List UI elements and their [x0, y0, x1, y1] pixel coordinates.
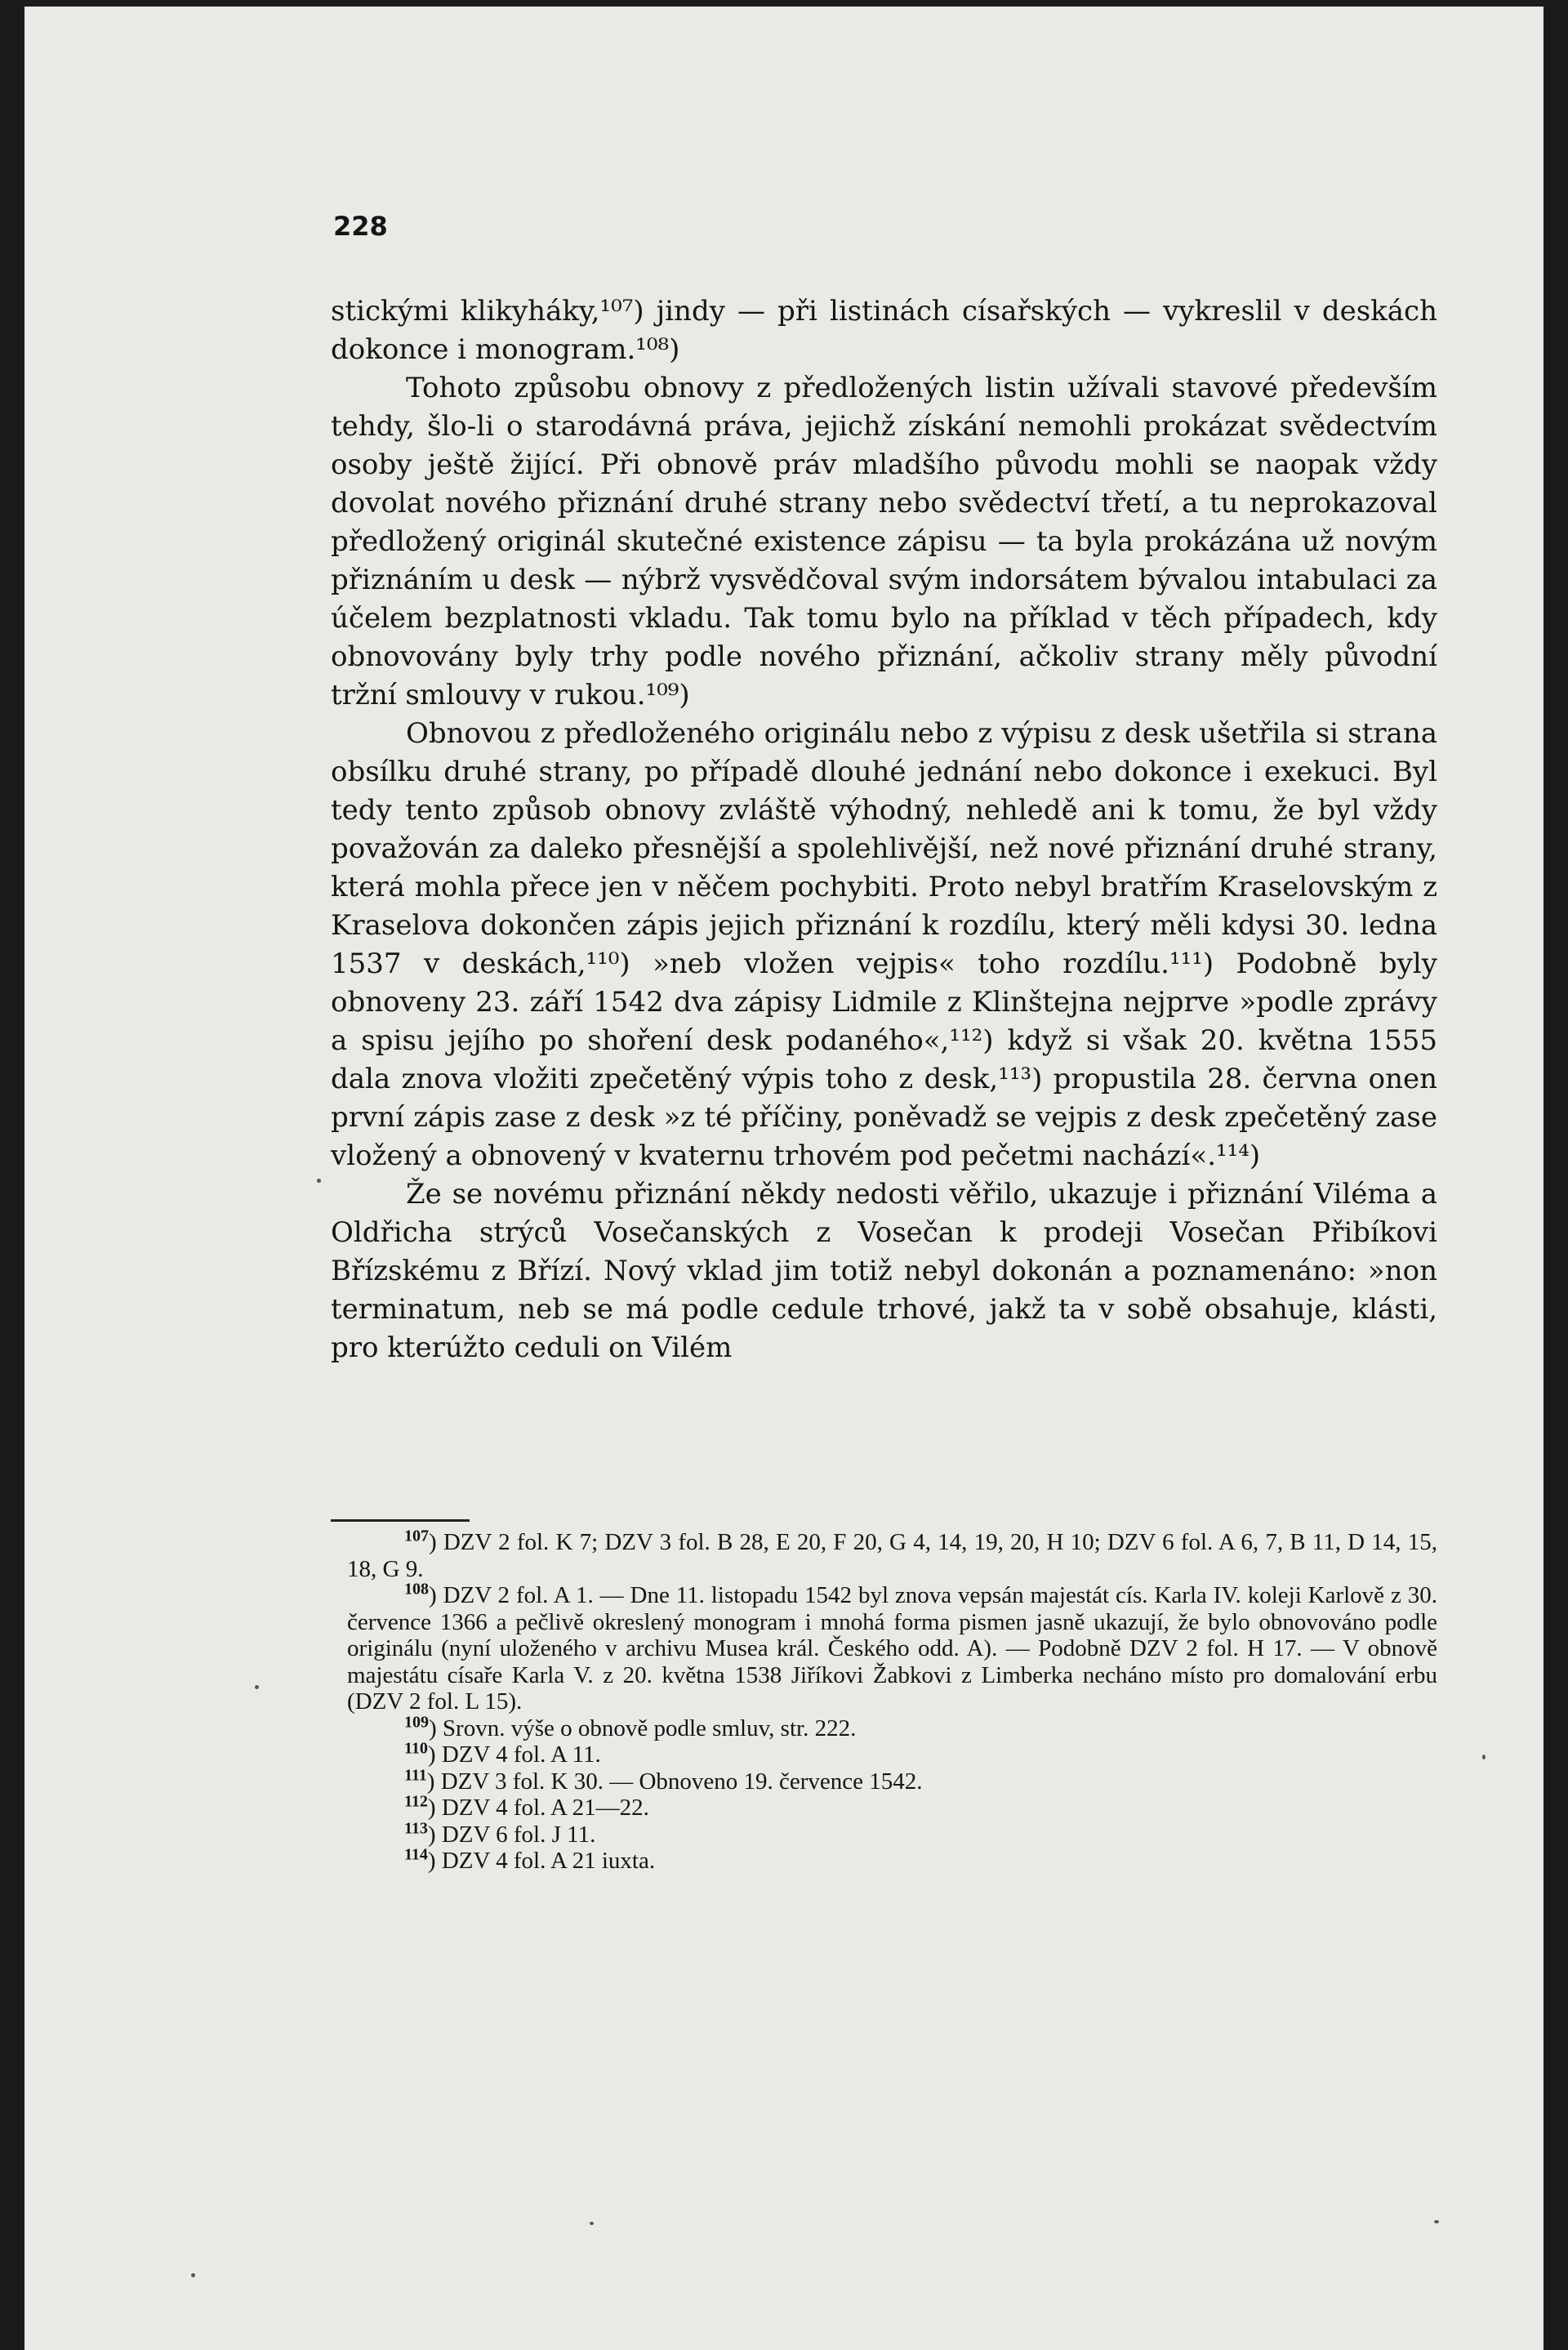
footnote-111: $^{111}$) DZV 3 fol. K 30. — Obnoveno 19. července 1542. [404, 1765, 923, 1795]
paragraph-1: stickými klikyháky,¹⁰⁷) jindy — při listinách císařských — vykreslil v deskách dokonce i monogram.¹⁰⁸) [331, 295, 1437, 366]
footnote-text: DZV 6 fol. J 11. [441, 1821, 596, 1848]
footnote-divider [331, 1519, 470, 1522]
footnote-108: $^{108}$) DZV 2 fol. A 1. — Dne 11. listopadu 1542 byl znova vepsán majestát cís. Karla IV. koleji Karlově z 30. července 1366 a pečlivě okreslený monogram i mnohá forma pismen jasně ukazují, že bylo obnovováno podle originálu (nyní uloženého v archivu Musea král. Českého odd. A). — Podobně DZV 2 fol. H 17. — V obnově majestátu císaře Karla V. z 20. května 1538 Jiříkovi Žabkovi z Limberka necháno místo pro domalování erbu (DZV 2 fol. L 15). [347, 1580, 1437, 1715]
scan-speck [1482, 1755, 1486, 1759]
footnote-text: DZV 2 fol. K 7; DZV 3 fol. B 28, E 20, F 20, G 4, 14, 19, 20, H 10; DZV 6 fol. A 6, 7, B 11, D 14, 15, 18, G 9. [347, 1529, 1437, 1582]
footnote-109: $^{109}$) Srovn. výše o obnově podle smluv, str. 222. [404, 1712, 857, 1741]
paragraph-2: Tohoto způsobu obnovy z předložených listin užívali stavové především tehdy, šlo-li o starodávná práva, jejichž získání nemohli prokázat svědectvím osoby ještě žijící. Při obnově práv mladšího původu mohli se naopak vždy dovolat nového přiznání druhé strany nebo svědectví třetí, a tu neprokazoval předložený originál skutečné existence zápisu — ta byla prokázána už novým přiznáním u desk — nýbrž vysvědčoval svým indorsátem bývalou intabulaci za účelem bezplatnosti vkladu. Tak tomu bylo na příklad v těch případech, kdy obnovovány byly trhy podle nového přiznání, ačkoliv strany měly původní tržní smlouvy v rukou.¹⁰⁹) [331, 372, 1437, 711]
footnote-number: 108 [404, 1580, 429, 1599]
scan-speck [317, 1179, 321, 1183]
paragraph-4: Že se novému přiznání někdy nedosti věřilo, ukazuje i přiznání Viléma a Oldřicha strýců Vosečanských z Vosečan k prodeji Vosečan Přibíkovi Břízskému z Břízí. Nový vklad jim totiž nebyl dokonán a poznamenáno: »non terminatum, neb se má podle cedule trhové, jakž ta v sobě obsahuje, klásti, pro kterúžto ceduli on Vilém [331, 1178, 1437, 1364]
paragraph-3: Obnovou z předloženého originálu nebo z výpisu z desk ušetřila si strana obsílku druhé strany, po případě dlouhé jednání nebo dokonce i exekuci. Byl tedy tento způsob obnovy zvláště výhodný, nehledě ani k tomu, že byl vždy považován za daleko přesnější a spolehlivější, než nové přiznání druhé strany, která mohla přece jen v něčem pochybiti. Proto nebyl bratřím Kraselovským z Kraselova dokončen zápis jejich přiznání k rozdílu, který měli kdysi 30. ledna 1537 v deskách,¹¹⁰) »neb vložen vejpis« toho rozdílu.¹¹¹) Podobně byly obnoveny 23. září 1542 dva zápisy Lidmile z Klinštejna nejprve »podle zprávy a spisu jejího po shoření desk podaného«,¹¹²) když si však 20. května 1555 dala znova vložiti zpečetěný výpis toho z desk,¹¹³) propustila 28. června onen první zápis zase z desk »z té příčiny, poněvadž se vejpis z desk zpečetěný zase vložený a obnovený v kvaternu trhovém pod pečetmi nachází«.¹¹⁴) [331, 717, 1437, 1172]
footnote-number: 110 [404, 1739, 428, 1758]
footnote-text: Srovn. výše o obnově podle smluv, str. 222. [442, 1715, 857, 1741]
main-text [331, 292, 1437, 1367]
footnote-number: 107 [404, 1527, 429, 1545]
footnote-107: $^{107}$) DZV 2 fol. K 7; DZV 3 fol. B 28, E 20, F 20, G 4, 14, 19, 20, H 10; DZV 6 fol. A 6, 7, B 11, D 14, 15, 18, G 9. [347, 1527, 1437, 1582]
page-number: 228 [333, 211, 388, 242]
footnote-number: 113 [404, 1818, 428, 1837]
scan-speck [590, 2222, 594, 2225]
footnote-text: DZV 4 fol. A 11. [441, 1741, 601, 1768]
footnote-number: 114 [404, 1845, 428, 1864]
footnote-112: $^{112}$) DZV 4 fol. A 21—22. [404, 1792, 649, 1821]
footnote-number: 111 [404, 1765, 427, 1784]
footnote-text: DZV 4 fol. A 21—22. [441, 1795, 649, 1821]
scan-speck [191, 2273, 195, 2277]
footnote-text: DZV 4 fol. A 21 iuxta. [441, 1848, 656, 1874]
footnote-text: DZV 3 fol. K 30. — Obnoveno 19. července 1542. [440, 1768, 923, 1795]
footnote-number: 112 [404, 1792, 428, 1811]
scan-speck [1434, 2220, 1439, 2223]
footnote-number: 109 [404, 1712, 429, 1731]
footnotes [347, 1529, 1437, 1875]
footnote-110: $^{110}$) DZV 4 fol. A 11. [404, 1739, 601, 1768]
scan-speck [255, 1685, 259, 1689]
footnote-114: $^{114}$) DZV 4 fol. A 21 iuxta. [404, 1845, 656, 1874]
footnote-113: $^{113}$) DZV 6 fol. J 11. [404, 1818, 596, 1848]
footnote-text: DZV 2 fol. A 1. — Dne 11. listopadu 1542 byl znova vepsán majestát cís. Karla IV. koleji Karlově z 30. července 1366 a pečlivě okreslený monogram i mnohá forma pismen jasně ukazují, že bylo obnovováno podle originálu (nyní uloženého v archivu Musea král. Českého odd. A). — Podobně DZV 2 fol. H 17. — V obnově majestátu císaře Karla V. z 20. května 1538 Jiříkovi Žabkovi z Limberka necháno místo pro domalování erbu (DZV 2 fol. L 15). [347, 1582, 1437, 1715]
